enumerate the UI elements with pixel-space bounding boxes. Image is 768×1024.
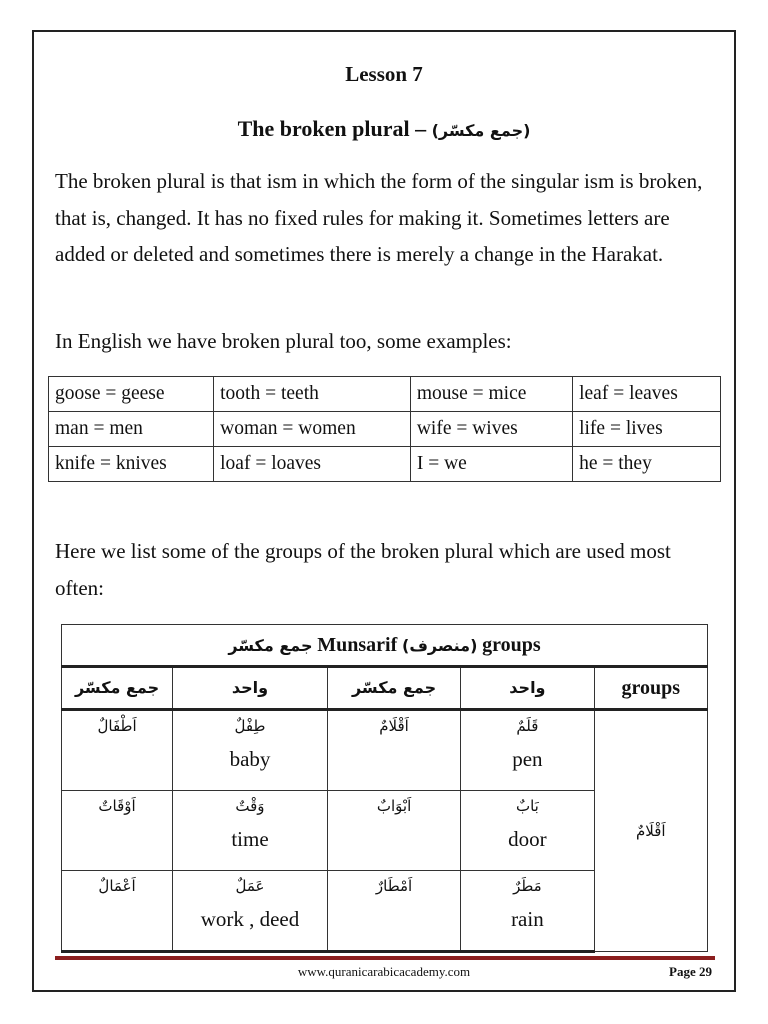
plural-cell: اَطْفَالٌ [62, 710, 173, 791]
example-cell: life = lives [573, 412, 721, 447]
example-cell: loaf = loaves [214, 447, 411, 482]
table-row [49, 377, 721, 412]
table-row [62, 710, 708, 791]
page-subtitle [0, 116, 768, 142]
singular-cell: طِفْلٌ baby [173, 710, 328, 791]
singular-cell: بَابٌ door [461, 791, 594, 871]
column-header: جمع مكسّر [62, 667, 173, 710]
singular-cell: عَمَلٌ work , deed [173, 871, 328, 952]
table-header-row [62, 667, 708, 710]
footer-website: www.quranicarabicacademy.com [297, 964, 471, 979]
plural-cell: اَوْقَاتٌ [62, 791, 173, 871]
broken-plural-groups-table [61, 624, 708, 953]
english-intro-paragraph: In English we have broken plural too, some examples: [55, 329, 512, 353]
table-row [49, 447, 721, 482]
column-header: جمع مكسّر [327, 667, 460, 710]
example-cell: woman = women [214, 412, 411, 447]
example-cell: man = men [49, 412, 214, 447]
english-examples-table [48, 376, 721, 482]
caption-munsarif: Munsarif [317, 633, 398, 656]
example-cell: tooth = teeth [214, 377, 411, 412]
singular-cell: وَقْتٌ time [173, 791, 328, 871]
singular-cell: قَلَمٌ pen [461, 710, 594, 791]
footer-rule [55, 956, 715, 960]
example-cell: mouse = mice [410, 377, 572, 412]
singular-cell: مَطَرٌ rain [461, 871, 594, 952]
example-cell: I = we [410, 447, 572, 482]
lesson-title: Lesson 7 [345, 62, 423, 86]
group-label-cell: اَقْلَامٌ [594, 710, 707, 952]
subtitle-english: The broken plural – [237, 116, 427, 141]
subtitle-arabic: (جمع مكسّر) [431, 121, 531, 140]
table-caption-row [62, 625, 708, 667]
plural-cell: اَمْطَارٌ [327, 871, 460, 952]
caption-groups: groups [482, 633, 541, 656]
plural-cell: اَبْوَابٌ [327, 791, 460, 871]
example-cell: leaf = leaves [573, 377, 721, 412]
example-cell: knife = knives [49, 447, 214, 482]
caption-munsarif-arabic: (منصرف) [402, 635, 478, 655]
plural-cell: اَعْمَالٌ [62, 871, 173, 952]
plural-cell: اَقْلَامٌ [327, 710, 460, 791]
example-cell: goose = geese [49, 377, 214, 412]
example-cell: he = they [573, 447, 721, 482]
page-number: Page 29 [669, 964, 712, 979]
table-caption [62, 625, 708, 667]
column-header: واحد [173, 667, 328, 710]
groups-intro-paragraph: Here we list some of the groups of the broken plural which are used most often: [55, 539, 671, 600]
table-row [49, 412, 721, 447]
column-header: groups [594, 667, 707, 710]
column-header: واحد [461, 667, 594, 710]
caption-arabic-plural: جمع مكسّر [228, 635, 313, 655]
definition-paragraph: The broken plural is that ism in which the form of the singular ism is broken, that is, changed. It has no fixed rules for making it. Sometimes letters are added or deleted and sometimes there is merely a change in the Harakat. [55, 169, 703, 266]
example-cell: wife = wives [410, 412, 572, 447]
